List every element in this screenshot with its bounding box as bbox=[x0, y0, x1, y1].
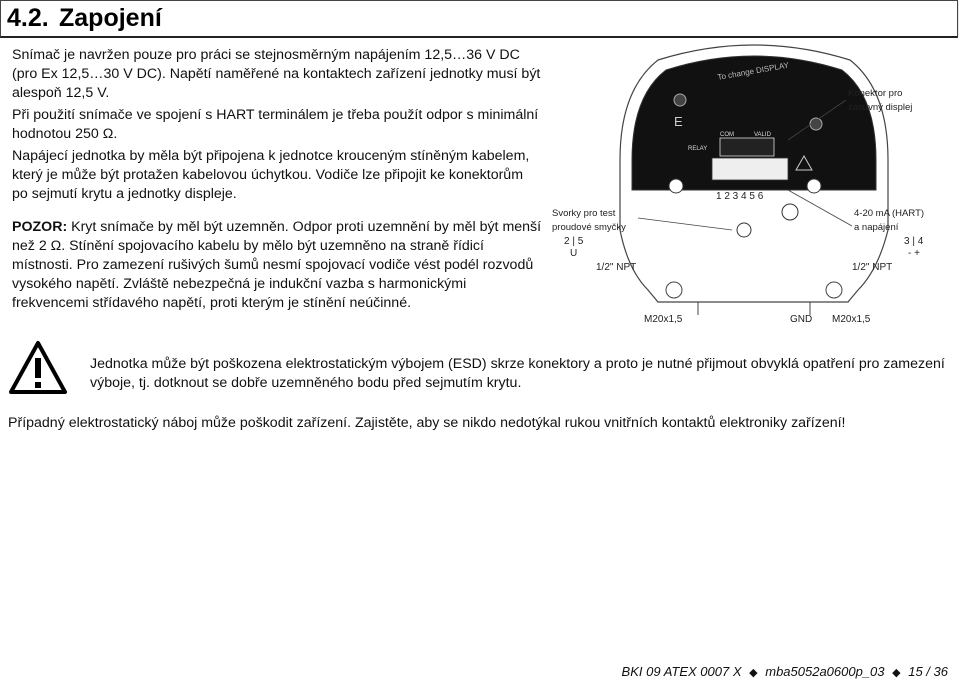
section-header bbox=[0, 0, 958, 38]
gnd-label: GND bbox=[790, 314, 813, 325]
wiring-diagram bbox=[548, 40, 960, 330]
caution-label: POZOR: bbox=[12, 219, 68, 235]
relay-label: RELAY bbox=[688, 146, 708, 152]
m20-right: M20x1,5 bbox=[832, 314, 871, 325]
screw-right bbox=[807, 179, 821, 193]
power-line1: 4-20 mA (HART) bbox=[854, 208, 925, 219]
caution-text: Kryt snímače by měl být uzemněn. Odpor proti uzemnění by měl být menší než 2 Ω. Stínění spojovacího kabelu by mělo být uzemněno na straně řídicí místnosti. Pro zamezení rušivých šumů nesmí spojovací vodiče vést podél rozvodů vysokého napětí. Zvláště nebezpečná je indukční vazba s harmonickými frekvencemi střídavého napětí, proti kterým je stínění neúčinné. bbox=[12, 219, 542, 311]
npt-left: 1/2" NPT bbox=[596, 262, 637, 273]
svorky-line1: Svorky pro test bbox=[552, 208, 616, 219]
ground-screw bbox=[782, 204, 798, 220]
konektor-line1: Konektor pro bbox=[848, 88, 903, 99]
footer-separator: ◆ bbox=[749, 667, 758, 679]
svorky-nums: 2 | 5 bbox=[564, 236, 584, 247]
page-footer bbox=[622, 664, 948, 679]
paragraph-cable: Napájecí jednotka by měla být připojena k jednotce krouceným stíněným kabelem, který je může být protažen kabelovou úchytkou. Vodiče lze připojit ke konektorům po sejmutí krytu a jednotky displeje. bbox=[12, 148, 530, 202]
konektor-line2: zásuvný displej bbox=[848, 102, 913, 113]
screw-top-left bbox=[674, 94, 686, 106]
section-number: 4.2. bbox=[7, 4, 49, 32]
cable-gland-right bbox=[826, 282, 842, 298]
section-title: Zapojení bbox=[59, 4, 162, 32]
cable-gland-left bbox=[666, 282, 682, 298]
power-signs: - + bbox=[908, 248, 920, 259]
test-screw bbox=[737, 223, 751, 237]
power-leader bbox=[788, 190, 852, 226]
footer-file: mba5052a0600p_03 bbox=[765, 664, 885, 679]
valid-label: VALID bbox=[754, 132, 771, 138]
footer-doc: BKI 09 ATEX 0007 X bbox=[621, 664, 742, 679]
esd-note: Případný elektrostatický náboj může poškodit zařízení. Zajistěte, aby se nikdo nedotýkal rukou vnitřních kontaktů elektroniky zařízení! bbox=[8, 415, 846, 431]
power-line2: a napájení bbox=[854, 222, 899, 233]
terminal-numbers: 1 2 3 4 5 6 bbox=[716, 191, 764, 202]
paragraph-hart: Při použití snímače ve spojení s HART terminálem je třeba použít odpor s minimální hodnotou 250 Ω. bbox=[12, 107, 539, 142]
warning-icon bbox=[8, 340, 68, 396]
terminal-block bbox=[712, 158, 788, 180]
footer-separator: ◆ bbox=[892, 667, 901, 679]
esd-warning-text: Jednotka může být poškozena elektrostatickým výbojem (ESD) skrze konektory a proto je nutné přijmout obvyklá opatření pro zamezení výboje, tj. dotknout se dobře uzemněného bodu před sejmutím krytu. bbox=[90, 356, 945, 391]
svorky-leader bbox=[638, 218, 732, 230]
display-hint: To change DISPLAY bbox=[716, 60, 790, 82]
footer-page: 15 / 36 bbox=[908, 664, 948, 679]
screw-left bbox=[669, 179, 683, 193]
paragraph-power: Snímač je navržen pouze pro práci se stejnosměrným napájením 12,5…36 V DC (pro Ex 12,5…30 V DC). Napětí naměřené na kontaktech zařízení jednotky musí být alespoň 12,5 V. bbox=[12, 47, 541, 101]
svorky-line2: proudové smyčky bbox=[552, 222, 626, 233]
connector-block bbox=[720, 138, 774, 156]
power-nums: 3 | 4 bbox=[904, 236, 924, 247]
com-label: COM bbox=[720, 132, 734, 138]
m20-left: M20x1,5 bbox=[644, 314, 683, 325]
e-label: E bbox=[674, 114, 683, 129]
svorky-u: U bbox=[570, 248, 578, 259]
main-text bbox=[12, 46, 542, 313]
paragraph-caution bbox=[12, 218, 542, 313]
npt-right: 1/2" NPT bbox=[852, 262, 893, 273]
